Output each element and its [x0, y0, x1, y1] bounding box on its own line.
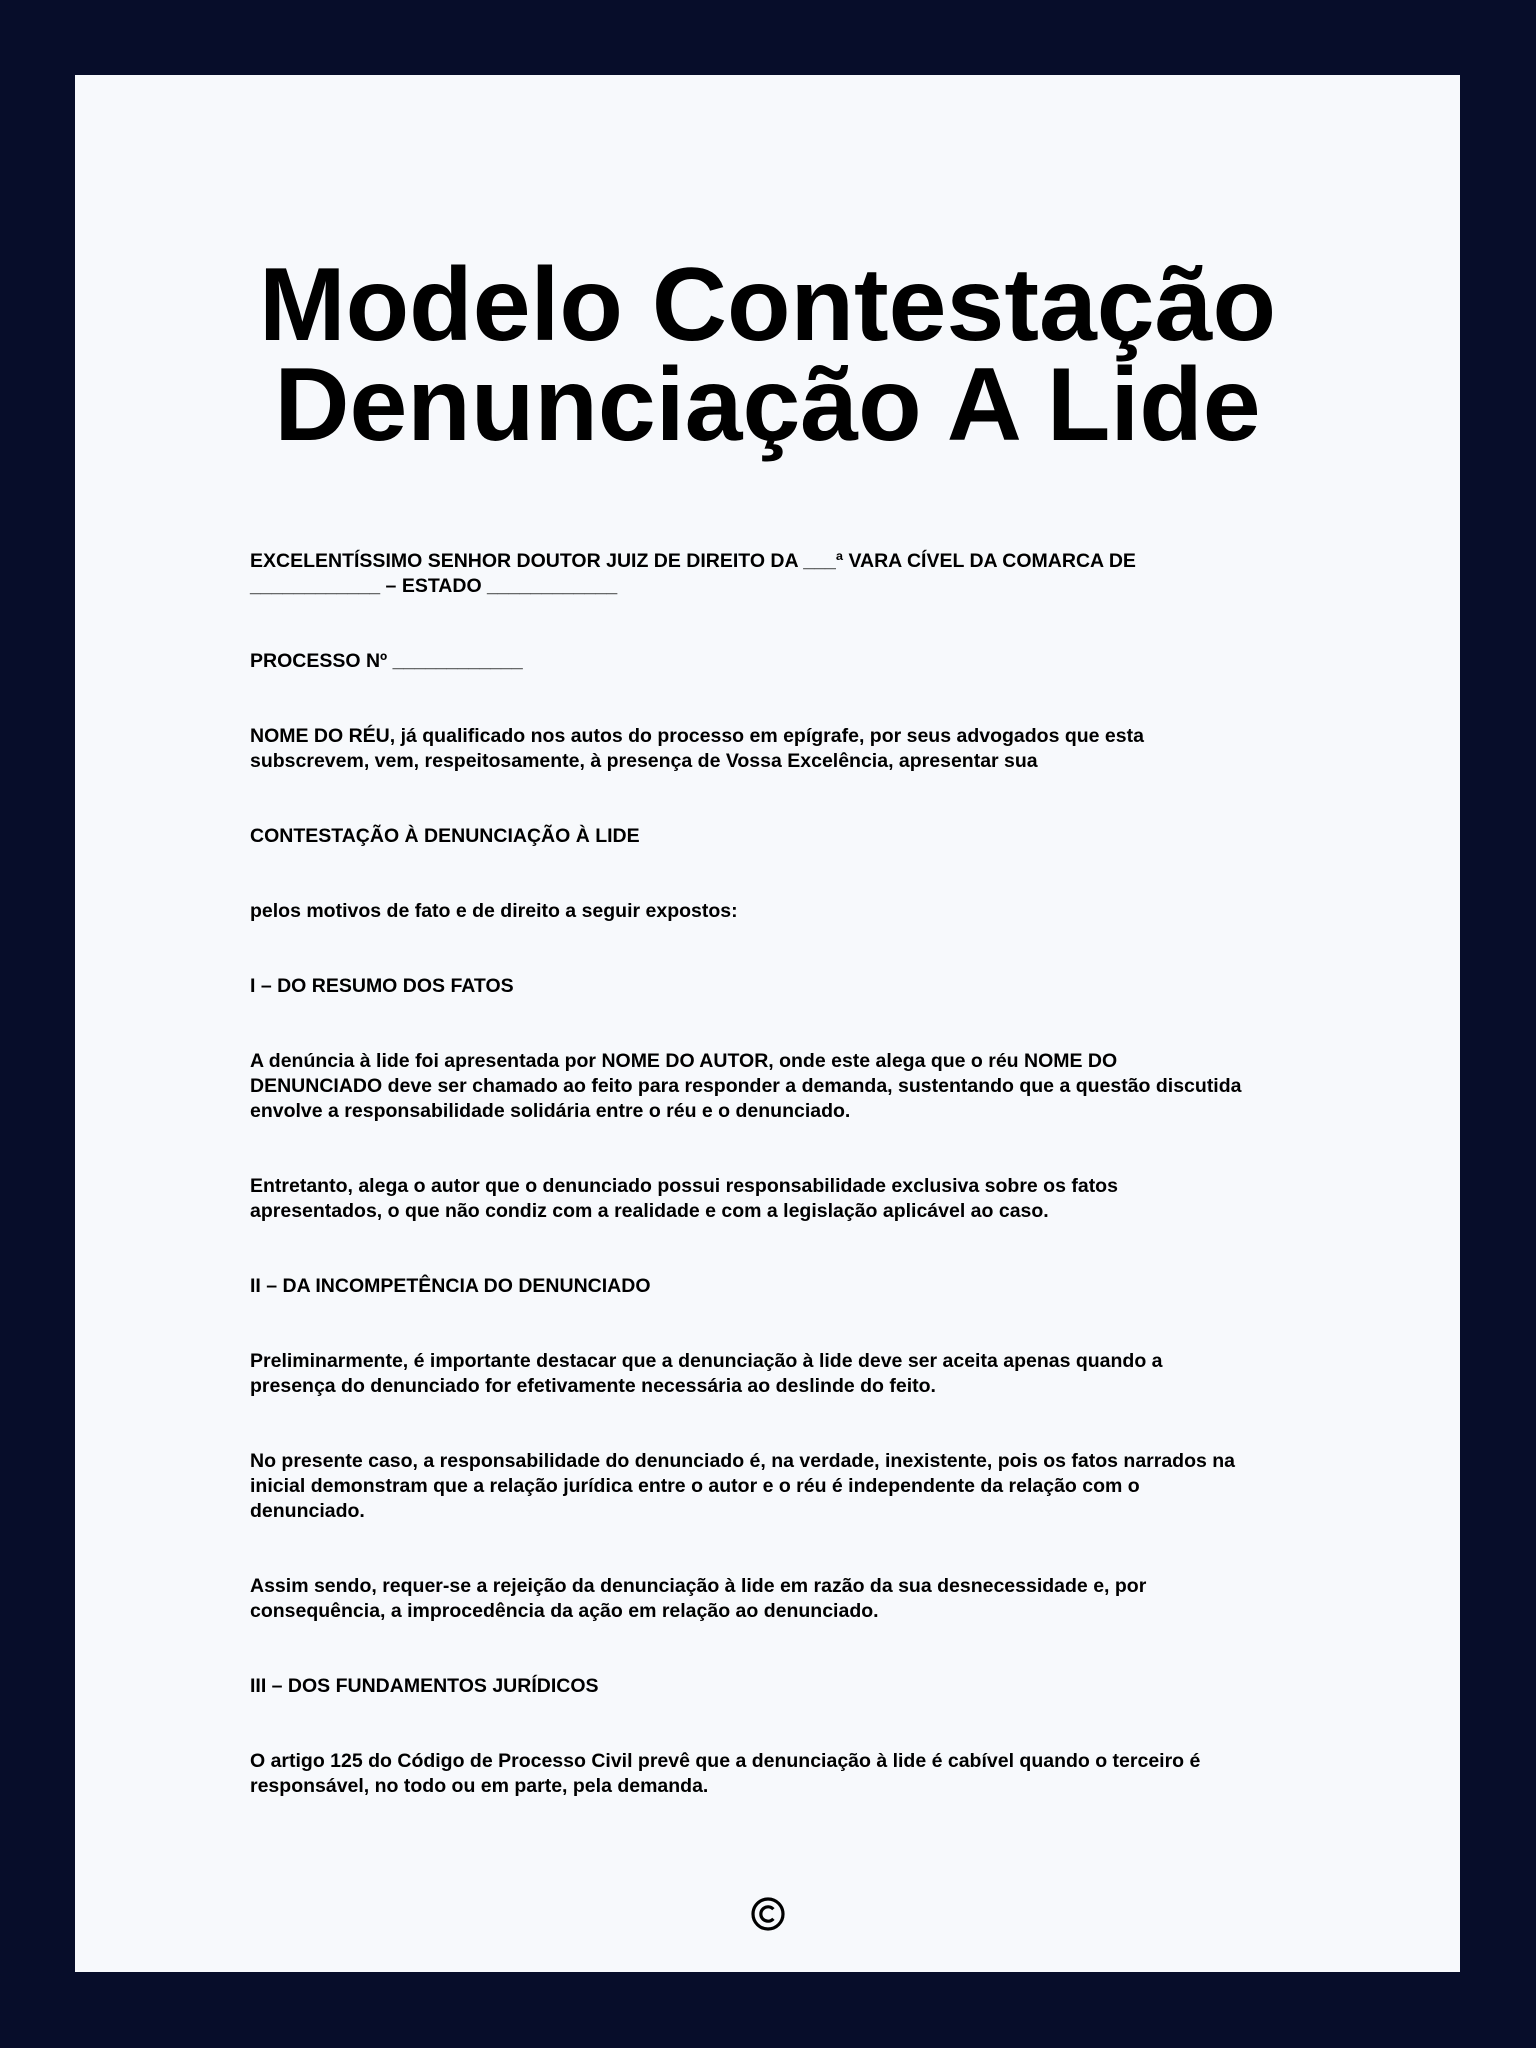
document-title	[75, 247, 1460, 463]
document-page	[75, 75, 1460, 1972]
grounds-intro: pelos motivos de fato e de direito a seguir expostos:	[250, 900, 738, 922]
paragraph-incompetence-1: Preliminarmente, é importante destacar que a denunciação à lide deve ser aceita apenas quando a presença do denunciado for efetivamente necessária ao deslinde do feito.	[250, 1350, 1163, 1397]
title-line-1: Modelo Contestação	[259, 247, 1276, 363]
paragraph-facts-1: A denúncia à lide foi apresentada por NOME DO AUTOR, onde este alega que o réu NOME DO DENUNCIADO deve ser chamado ao feito para responder a demanda, sustentando que a questão discutida envolve a responsabilidade solidária entre o réu e o denunciado.	[250, 1050, 1242, 1122]
section-heading-legal-grounds: III – DOS FUNDAMENTOS JURÍDICOS	[250, 1675, 599, 1697]
copyright-icon	[751, 1897, 785, 1931]
paragraph-legal-grounds-1: O artigo 125 do Código de Processo Civil prevê que a denunciação à lide é cabível quando o terceiro é responsável, no todo ou em parte, pela demanda.	[250, 1750, 1201, 1797]
court-address: EXCELENTÍSSIMO SENHOR DOUTOR JUIZ DE DIREITO DA ___ª VARA CÍVEL DA COMARCA DE ____________ – ESTADO ____________	[250, 550, 1136, 597]
paragraph-incompetence-2: No presente caso, a responsabilidade do denunciado é, na verdade, inexistente, pois os fatos narrados na inicial demonstram que a relação jurídica entre o autor e o réu é independente da relação com o denunciado.	[250, 1450, 1236, 1522]
document-body	[250, 549, 1290, 1849]
paragraph-facts-2: Entretanto, alega o autor que o denunciado possui responsabilidade exclusiva sobre os fatos apresentados, o que não condiz com a realidade e com a legislação aplicável ao caso.	[250, 1175, 1118, 1222]
section-heading-facts: I – DO RESUMO DOS FATOS	[250, 975, 514, 997]
defendant-introduction: NOME DO RÉU, já qualificado nos autos do processo em epígrafe, por seus advogados que esta subscrevem, vem, respeitosamente, à presença de Vossa Excelência, apresentar sua	[250, 725, 1144, 772]
footer	[75, 1897, 1460, 1938]
section-heading-incompetence: II – DA INCOMPETÊNCIA DO DENUNCIADO	[250, 1275, 651, 1297]
document-heading: CONTESTAÇÃO À DENUNCIAÇÃO À LIDE	[250, 825, 640, 847]
title-line-2: Denunciação A Lide	[274, 347, 1261, 463]
process-number: PROCESSO Nº ____________	[250, 650, 523, 672]
paragraph-incompetence-3: Assim sendo, requer-se a rejeição da denunciação à lide em razão da sua desnecessidade e, por consequência, a improcedência da ação em relação ao denunciado.	[250, 1575, 1147, 1622]
